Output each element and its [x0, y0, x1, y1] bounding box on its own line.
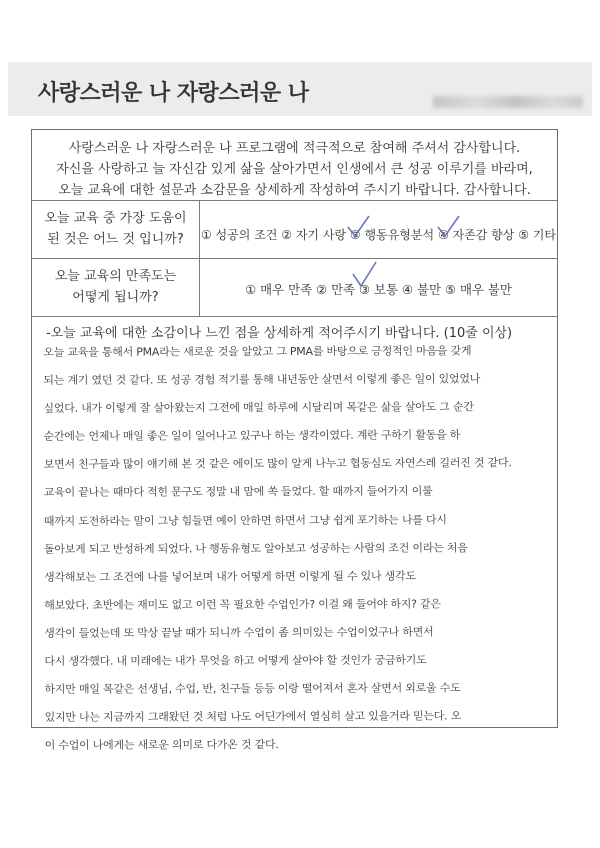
survey-form	[31, 129, 558, 753]
question-1-options[interactable]: ① 성공의 조건 ② 자기 사랑 ③ 행동유형분석 ④ 자존감 향상 ⑤ 기타	[200, 228, 557, 242]
question-2-line-1: 오늘 교육의 만족도는	[54, 269, 177, 284]
question-1-line-2: 된 것은 어느 것 입니까?	[47, 232, 184, 247]
essay-line: 오늘 교육을 통해서 PMA라는 새로운 것을 알았고 그 PMA를 바탕으로 긍정적인 마음을 갖게	[43, 344, 472, 359]
intro-text	[32, 138, 557, 201]
intro-line: 오늘 교육에 대한 설문과 소감문을 상세하게 작성하여 주시기 바랍니다. 감사합니다.	[58, 183, 531, 198]
redacted-name	[433, 96, 583, 108]
question-2	[32, 266, 199, 308]
divider	[32, 200, 557, 201]
intro-line: 사랑스러운 나 자랑스러운 나 프로그램에 적극적으로 참여해 주셔서 감사합니다.	[68, 141, 521, 156]
intro-line: 자신을 사랑하고 늘 자신감 있게 삶을 살아가면서 인생에서 큰 성공 이루기를 바라며,	[56, 162, 533, 177]
check-mark-icon	[345, 214, 371, 240]
essay-body[interactable]	[43, 337, 549, 760]
question-1-line-1: 오늘 교육 중 가장 도움이	[44, 211, 187, 226]
essay-line: 되는 계기 였던 것 같다. 또 성공 경험 적기를 통해 내년동안 살면서 이렇게 좋은 일이 있었었나	[43, 372, 481, 387]
essay-line: 순간에는 언제나 매일 좋은 일이 일어나고 있구나 하는 생각이였다. 계란 구하기 활동을 하	[43, 428, 461, 444]
essay-line: 해보았다. 초반에는 재미도 없고 이런 꼭 필요한 수업인가? 이걸 왜 들어야 하지? 같은	[44, 597, 441, 612]
essay-line: 싶었다. 내가 이렇게 잘 살아왔는지 그전에 매일 하루에 시달리며 목같은 삶을 살아도 그 순간	[43, 400, 474, 416]
essay-line: 다시 생각했다. 내 미래에는 내가 무엇을 하고 어떻게 살아야 할 것인가 궁금하기도	[44, 653, 427, 668]
page-title: 사랑스러운 나 자랑스러운 나	[38, 81, 309, 106]
essay-instruction: -오늘 교육에 대한 소감이나 느낀 점을 상세하게 적어주시기 바랍니다. (10줄 이상)	[46, 326, 513, 341]
question-1	[32, 208, 199, 250]
column-divider	[199, 200, 200, 316]
essay-line: 이 수업이 나에게는 새로운 의미로 다가온 것 같다.	[44, 738, 279, 753]
divider	[32, 258, 557, 259]
essay-line: 보면서 친구들과 많이 얘기해 본 것 같은 에이도 많이 알게 나누고 협동심도 자연스레 길러진 것 같다.	[43, 456, 512, 472]
divider	[32, 316, 557, 317]
essay-line: 있지만 나는 지금까지 그래왔던 것 처럼 나도 어딘가에서 열심히 살고 있을거라 믿는다. 오	[44, 709, 462, 725]
essay-line: 돌아보게 되고 반성하게 되었다. 나 행동유형도 알아보고 성공하는 사람의 조건 이라는 처음	[43, 541, 468, 556]
essay-line: 교육이 끝나는 때마다 적힌 문구도 정말 내 맘에 쏙 들었다. 할 때까지 들어가지 이룰	[43, 484, 433, 500]
essay-line: 때까지 도전하라는 말이 그냥 힘들면 예이 안하면 하면서 그냥 쉽게 포기하는 나를 다시	[43, 513, 447, 528]
question-2-line-2: 어떻게 됩니까?	[72, 290, 159, 305]
essay-line: 생각이 들었는데 또 막상 끝날 때가 되니까 수업이 좀 의미있는 수업이었구나 하면서	[44, 625, 434, 640]
check-mark-icon	[435, 214, 461, 240]
check-mark-icon	[350, 260, 378, 290]
title-banner	[8, 62, 592, 116]
essay-line: 하지만 매일 목같은 선생님, 수업, 반, 친구들 등등 이랑 떨어져서 혼자 살면서 외로울 수도	[44, 681, 461, 697]
question-2-options[interactable]: ① 매우 만족 ② 만족 ③ 보통 ④ 불만 ⑤ 매우 불만	[245, 282, 512, 297]
essay-line: 생각해보는 그 조건에 나를 넣어보며 내가 어떻게 하면 이렇게 될 수 있나 생각도	[44, 569, 416, 584]
